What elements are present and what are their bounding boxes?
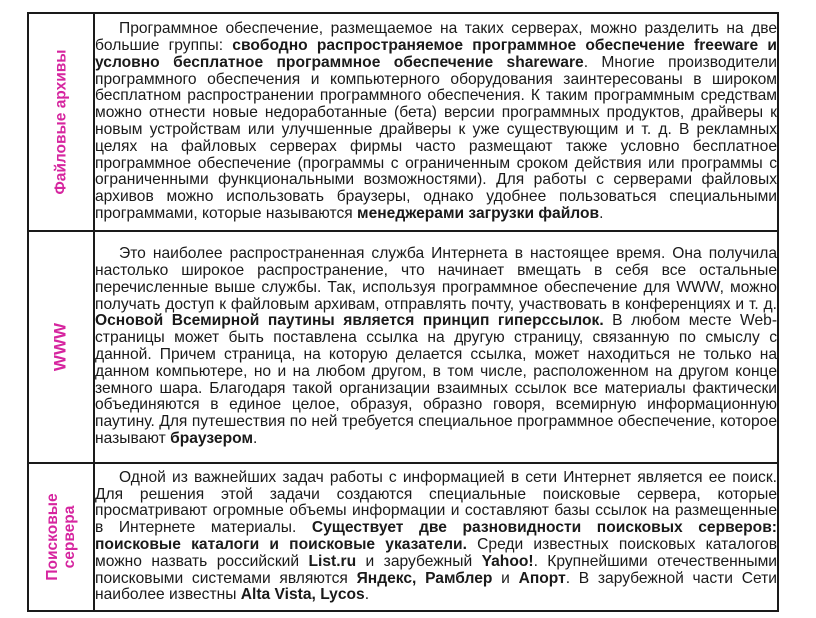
text-span: . [599, 204, 604, 222]
row-label-line: сервера [61, 505, 78, 569]
bold-span: Основой Всемирной паутины является принцип гиперссылок. [95, 312, 604, 330]
info-table [27, 12, 779, 612]
text-span: . [364, 586, 370, 604]
paragraph-file-archives [95, 21, 777, 223]
text-span: . В зарубежной части Сети наиболее известны [95, 569, 777, 604]
text-span: и [492, 569, 519, 587]
table-row-file-archives [28, 13, 778, 231]
row-label-www: WWW [50, 322, 70, 372]
bold-span: Апорт [518, 569, 566, 587]
row-text-cell [94, 231, 778, 463]
bold-span: свободно распространяемое программное обеспечение freeware и условно бесплатное программное обеспечение shareware [95, 37, 777, 71]
text-span: . Многие производители программного обеспечения и компьютерного оборудования заинтересованы в широком бесплатном распространении программного обеспечения. К таким программным средствам можно отнести новые недоработанные (бета) версии программных продуктов, драйверы к новым устройствам или улучшенные драйверы к уже существующим и т. д. В рекламных целях на файловых серверах фирмы часто размещают также условно бесплатное программное обеспечение (программы с ограниченным сроком действия или программы с ограниченными функциональными возможностями). Для работы с серверами файловых архивов можно использовать браузеры, однако удобнее пользоваться специальными программами, которые называются [95, 53, 777, 222]
text-span: . [252, 429, 258, 447]
text-span: Программное обеспечение, размещаемое на таких серверах, можно разделить на две большие группы: [95, 20, 777, 55]
row-label-cell [28, 13, 94, 231]
table-row-search-servers [28, 463, 778, 611]
bold-span: менеджерами загрузки файлов [357, 204, 600, 222]
row-text-cell [94, 463, 778, 611]
text-span: В любом месте Web-страницы может быть поставлена ссылка на другую страницу, связанную по смыслу с данной. Причем страница, на которую делается ссылка, может находиться не только на данном компьютере, но и на любом другом, в том числе, расположенном на другом конце земного шара. Благодаря такой организации взаимных ссылок все материалы фактически объединяются в единое целое, образуя, образно говоря, всемирную информационную паутину. Для путешествия по ней требуется специальное программное обеспечение, которое называют [95, 312, 778, 447]
paragraph-search-servers [95, 470, 777, 604]
row-label-line: Поисковые [43, 493, 61, 581]
row-label-cell [28, 231, 94, 463]
table-row-www [28, 231, 778, 463]
text-span: и зарубежный [356, 552, 482, 570]
row-text-cell [94, 13, 778, 231]
row-label-file-archives: Файловые архивы [52, 49, 70, 195]
row-label-cell [28, 463, 94, 611]
bold-span: Существует две разновидности поисковых серверов: поисковые каталоги и поисковые указатели. [95, 519, 777, 553]
bold-span: Яндекс, Рамблер [356, 569, 493, 587]
bold-span: Yahoo! [481, 552, 534, 570]
text-span: . Крупнейшими отечественными поисковыми системами являются [95, 552, 777, 587]
bold-span: браузером [170, 429, 253, 447]
bold-span: List.ru [308, 552, 357, 570]
text-span: Среди известных поисковых каталогов можно назвать российский [95, 536, 777, 570]
bold-span: Alta Vista, Lycos [240, 586, 365, 604]
text-span: Это наиболее распространенная служба Интернета в настоящее время. Она получила настолько широкое распространение, что начинает вмещать в себя все остальные перечисленные выше службы. Так, используя программное обеспечение для WWW, можно получать доступ к файловым архивам, отправлять почту, участвовать в конференциях и т. д. [95, 245, 777, 313]
row-label-search-servers [44, 493, 78, 580]
paragraph-www [95, 246, 777, 448]
text-span: Одной из важнейших задач работы с информацией в сети Интернет является ее поиск. Для решения этой задачи создаются специальные поисковые сервера, которые просматривают огромные объемы информации и составляют базы ссылок на размещенные в Интернете материалы. [95, 468, 777, 537]
